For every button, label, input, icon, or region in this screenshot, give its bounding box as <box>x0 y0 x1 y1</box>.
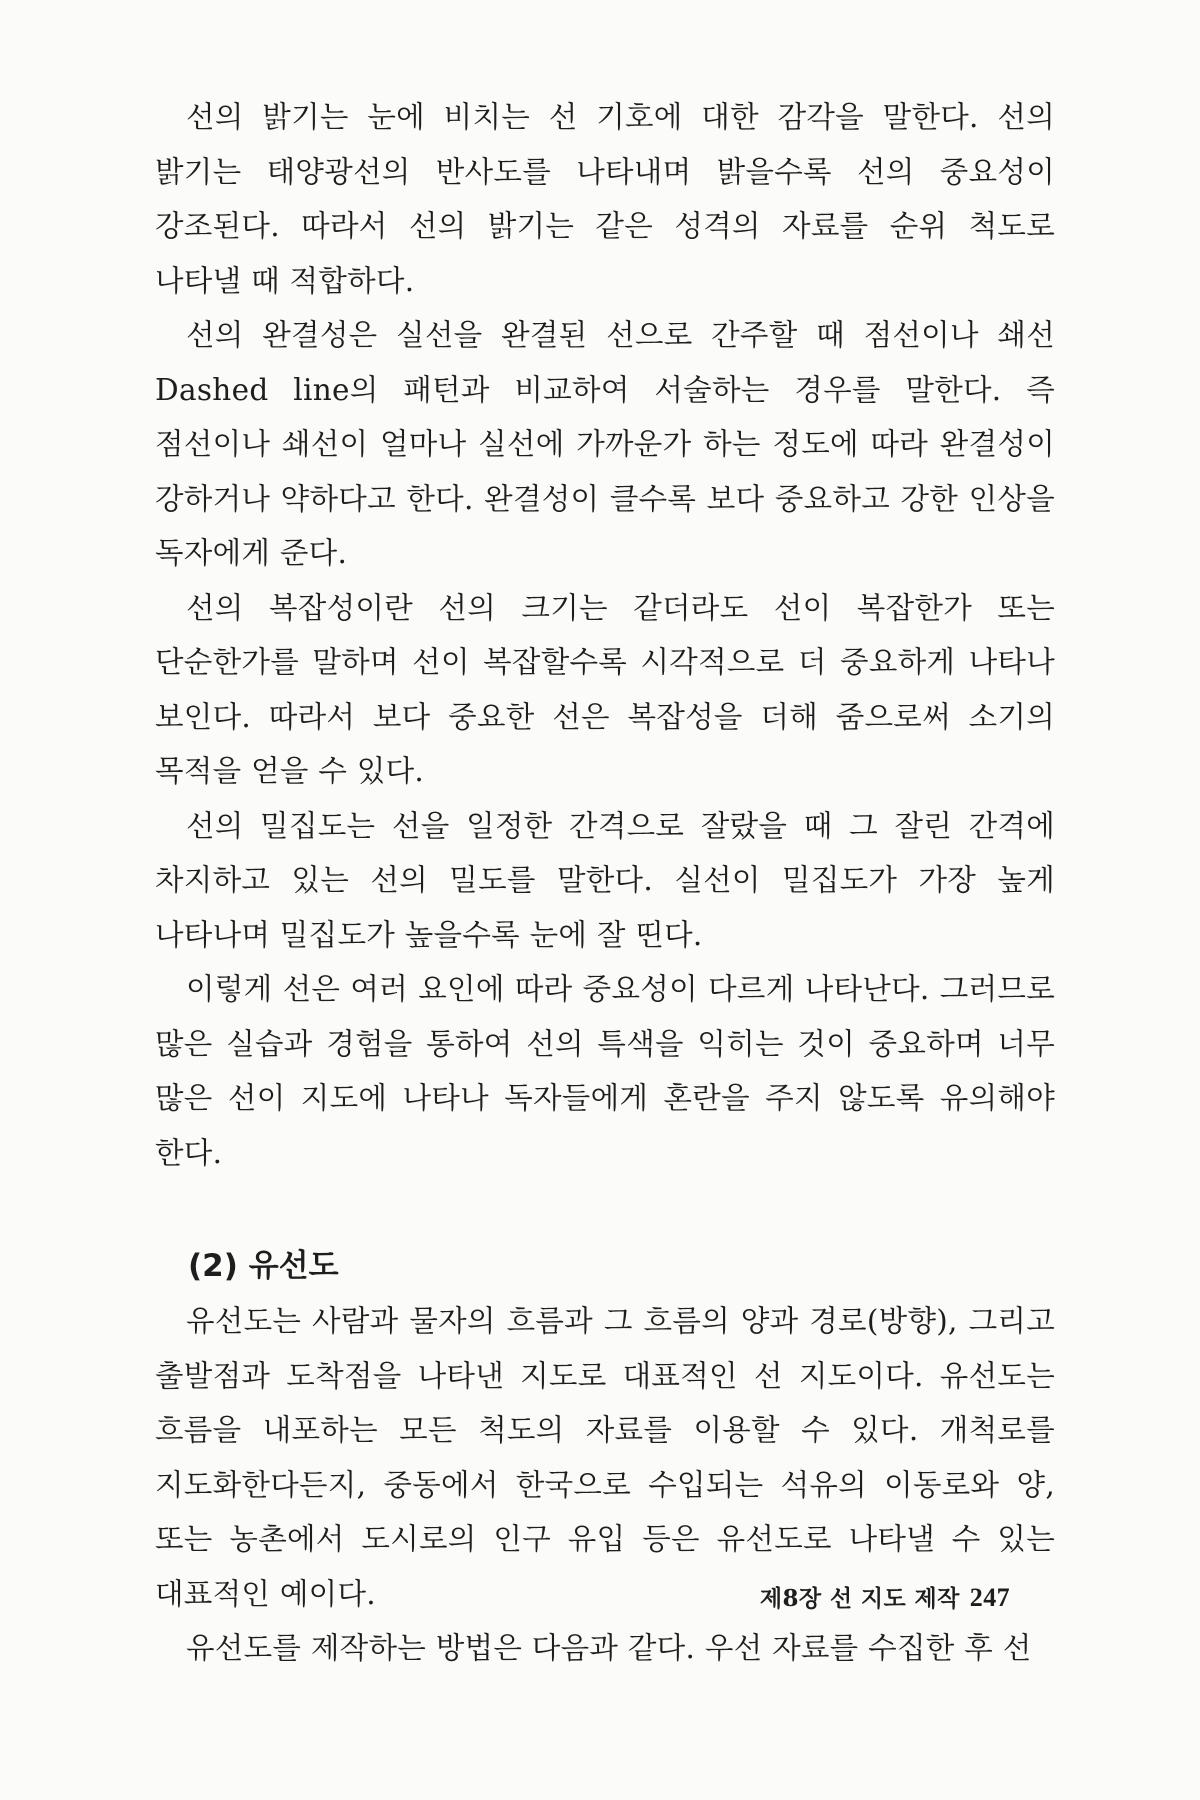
section-heading-flow-map: (2) 유선도 <box>188 1248 339 1284</box>
paragraph-flow-map-method: 유선도를 제작하는 방법은 다음과 같다. 우선 자료를 수집한 후 선 <box>186 1631 1032 1665</box>
page-footer <box>760 1580 1010 1613</box>
paragraph-line-brightness: 선의 밝기는 눈에 비치는 선 기호에 대한 감각을 말한다. 선의 밝기는 태양광선의 반사도를 나타내며 밝을수록 선의 중요성이 강조된다. 따라서 선의 밝기는 같은 성격의 자료를 순위 척도로 나타낼 때 적합하다. <box>155 100 1055 298</box>
page-body <box>155 90 1055 1676</box>
paragraph-flow-map-definition: 유선도는 사람과 물자의 흐름과 그 흐름의 양과 경로(방향), 그리고 출발점과 도착점을 나타낸 지도로 대표적인 선 지도이다. 유선도는 흐름을 내포하는 모든 척도의 자료를 이용할 수 있다. 개척로를 지도화한다든지, 중동에서 한국으로 수입되는 석유의 이동로와 양, 또는 농촌에서 도시로의 인구 유입 등은 유선도로 나타낼 수 있는 대표적인 예이다. <box>155 1304 1055 1611</box>
page-number: 247 <box>969 1583 1010 1612</box>
paragraph-line-importance-summary: 이렇게 선은 여러 요인에 따라 중요성이 다르게 나타난다. 그러므로 많은 실습과 경험을 통하여 선의 특색을 익히는 것이 중요하며 너무 많은 선이 지도에 나타나 독자들에게 혼란을 주지 않도록 유의해야 한다. <box>155 972 1055 1170</box>
footer-chapter-title: 제8장 선 지도 제작 <box>759 1585 960 1612</box>
paragraph-line-complexity: 선의 복잡성이란 선의 크기는 같더라도 선이 복잡한가 또는 단순한가를 말하며 선이 복잡할수록 시각적으로 더 중요하게 나타나 보인다. 따라서 보다 중요한 선은 복잡성을 더해 줌으로써 소기의 목적을 얻을 수 있다. <box>155 590 1055 788</box>
paragraph-line-density: 선의 밀집도는 선을 일정한 간격으로 잘랐을 때 그 잘린 간격에 차지하고 있는 선의 밀도를 말한다. 실선이 밀집도가 가장 높게 나타나며 밀집도가 높을수록 눈에 잘 띤다. <box>155 808 1055 952</box>
paragraph-line-completeness: 선의 완결성은 실선을 완결된 선으로 간주할 때 점선이나 쇄선 Dashed line의 패턴과 비교하여 서술하는 경우를 말한다. 즉 점선이나 쇄선이 얼마나 실선에 가까운가 하는 정도에 따라 완결성이 강하거나 약하다고 한다. 완결성이 클수록 보다 중요하고 강한 인상을 독자에게 준다. <box>155 318 1055 570</box>
